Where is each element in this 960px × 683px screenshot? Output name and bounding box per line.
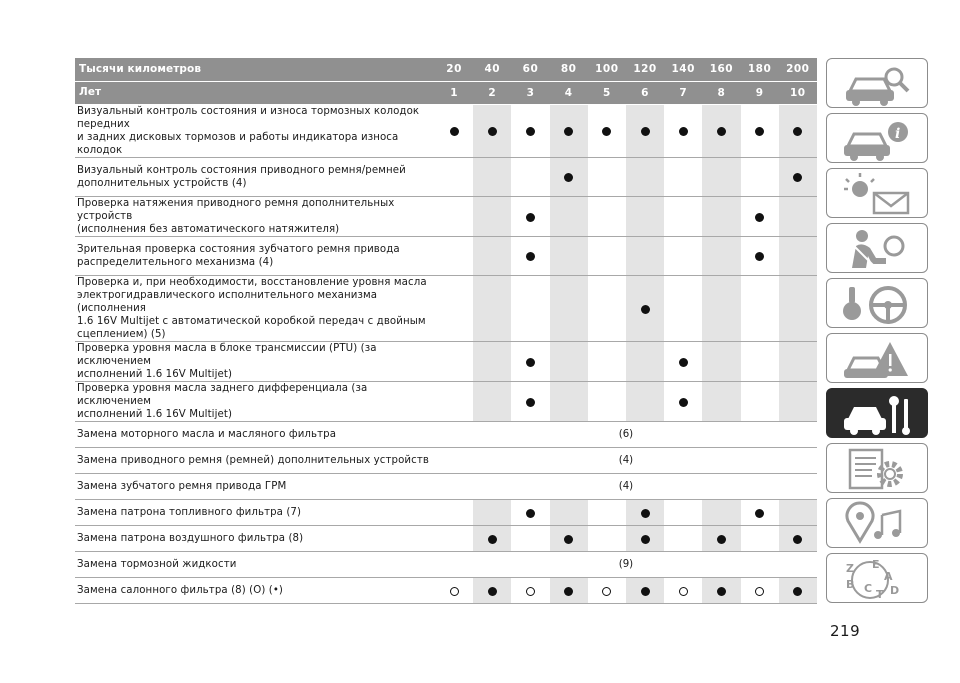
header-label: Тысячи километров [75, 58, 435, 81]
filled-circle-icon [755, 509, 764, 518]
filled-circle-icon [526, 252, 535, 261]
filled-circle-icon [793, 127, 802, 136]
header-value: 200 [779, 58, 817, 81]
interval-cell [511, 104, 549, 157]
operation-label: Проверка уровня масла заднего дифференциала (за исключением исполнений 1.6 16V Multijet) [75, 381, 435, 421]
interval-cell [473, 157, 511, 196]
chapter-tab-key-steering-wheel[interactable] [826, 278, 928, 328]
filled-circle-icon [793, 587, 802, 596]
schedule-row [75, 499, 817, 525]
filled-circle-icon [564, 127, 573, 136]
interval-cell [741, 196, 779, 236]
interval-cell [511, 381, 549, 421]
svg-text:E: E [872, 558, 880, 571]
filled-circle-icon [602, 127, 611, 136]
note-reference: (9) [435, 551, 817, 577]
interval-cell [473, 381, 511, 421]
specifications-gear-icon [827, 444, 927, 492]
interval-cell [741, 525, 779, 551]
interval-cell [626, 275, 664, 341]
note-reference: (4) [435, 473, 817, 499]
filled-circle-icon [526, 398, 535, 407]
interval-cell [702, 381, 740, 421]
header-value: 80 [550, 58, 588, 81]
interval-cell [741, 381, 779, 421]
filled-circle-icon [679, 358, 688, 367]
interval-cell [626, 577, 664, 603]
chapter-tab-alphabetical-index[interactable] [826, 553, 928, 603]
interval-cell [779, 499, 817, 525]
interval-cell [664, 275, 702, 341]
filled-circle-icon [641, 587, 650, 596]
note-reference: (6) [435, 421, 817, 447]
interval-cell [702, 577, 740, 603]
interval-cell [435, 157, 473, 196]
interval-cell [511, 157, 549, 196]
warning-light-message-icon [827, 169, 927, 217]
interval-cell [664, 196, 702, 236]
interval-cell [588, 236, 626, 275]
car-search-icon [827, 59, 927, 107]
filled-circle-icon [755, 213, 764, 222]
interval-cell [511, 499, 549, 525]
svg-text:D: D [890, 584, 900, 597]
car-emergency-icon [827, 334, 927, 382]
header-value: 1 [435, 81, 473, 104]
car-info-icon [827, 114, 927, 162]
interval-cell [511, 341, 549, 381]
filled-circle-icon [488, 587, 497, 596]
schedule-row [75, 341, 817, 381]
svg-text:A: A [884, 570, 893, 583]
filled-circle-icon [679, 398, 688, 407]
filled-circle-icon [526, 509, 535, 518]
operation-label: Замена патрона воздушного фильтра (8) [75, 525, 435, 551]
interval-cell [779, 525, 817, 551]
maintenance-schedule-table [75, 58, 817, 604]
operation-label: Замена тормозной жидкости [75, 551, 435, 577]
schedule-row [75, 236, 817, 275]
filled-circle-icon [793, 173, 802, 182]
interval-cell [779, 157, 817, 196]
filled-circle-icon [488, 127, 497, 136]
operation-label: Визуальный контроль состояния и износа тормозных колодок передних и задних дисковых тормозов и работы индикатора износа колодок [75, 104, 435, 157]
interval-cell [588, 157, 626, 196]
interval-cell [626, 525, 664, 551]
operation-label: Проверка натяжения приводного ремня дополнительных устройств (исполнения без автоматического натяжителя) [75, 196, 435, 236]
interval-cell [664, 104, 702, 157]
filled-circle-icon [564, 587, 573, 596]
filled-circle-icon [641, 535, 650, 544]
schedule-row [75, 473, 817, 499]
header-value: 20 [435, 58, 473, 81]
interval-cell [626, 157, 664, 196]
interval-cell [435, 577, 473, 603]
interval-cell [664, 577, 702, 603]
header-value: 100 [588, 58, 626, 81]
hollow-circle-icon [755, 587, 764, 596]
interval-cell [435, 341, 473, 381]
interval-cell [702, 341, 740, 381]
filled-circle-icon [488, 535, 497, 544]
header-value: 3 [511, 81, 549, 104]
schedule-row [75, 196, 817, 236]
interval-cell [626, 236, 664, 275]
airbag-seatbelt-icon [827, 224, 927, 272]
filled-circle-icon [450, 127, 459, 136]
interval-cell [626, 196, 664, 236]
operation-label: Замена салонного фильтра (8) (O) (•) [75, 577, 435, 603]
filled-circle-icon [641, 127, 650, 136]
interval-cell [588, 104, 626, 157]
header-value: 60 [511, 58, 549, 81]
interval-cell [741, 577, 779, 603]
interval-cell [664, 157, 702, 196]
operation-label: Замена приводного ремня (ремней) дополнительных устройств [75, 447, 435, 473]
interval-cell [779, 381, 817, 421]
interval-cell [779, 236, 817, 275]
header-value: 120 [626, 58, 664, 81]
interval-cell [588, 341, 626, 381]
interval-cell [473, 525, 511, 551]
interval-cell [550, 104, 588, 157]
interval-cell [741, 104, 779, 157]
chapter-tab-car-emergency[interactable] [826, 333, 928, 383]
interval-cell [550, 275, 588, 341]
interval-cell [511, 196, 549, 236]
interval-cell [435, 104, 473, 157]
interval-cell [779, 577, 817, 603]
schedule-row [75, 381, 817, 421]
note-reference: (4) [435, 447, 817, 473]
operation-label: Замена зубчатого ремня привода ГРМ [75, 473, 435, 499]
operation-label: Проверка уровня масла в блоке трансмиссии (PTU) (за исключением исполнений 1.6 16V Multijet) [75, 341, 435, 381]
interval-cell [702, 525, 740, 551]
filled-circle-icon [755, 127, 764, 136]
interval-cell [473, 236, 511, 275]
filled-circle-icon [679, 127, 688, 136]
interval-cell [473, 104, 511, 157]
header-row-kilometers [75, 58, 817, 81]
interval-cell [664, 341, 702, 381]
interval-cell [741, 236, 779, 275]
interval-cell [473, 577, 511, 603]
svg-text:C: C [864, 582, 873, 595]
interval-cell [779, 275, 817, 341]
interval-cell [435, 275, 473, 341]
chapter-tab-airbag-seatbelt[interactable] [826, 223, 928, 273]
multimedia-navigation-icon [827, 499, 927, 547]
interval-cell [702, 236, 740, 275]
page-number: 219 [830, 622, 861, 640]
header-value: 6 [626, 81, 664, 104]
key-steering-wheel-icon [827, 279, 927, 327]
interval-cell [741, 499, 779, 525]
interval-cell [588, 525, 626, 551]
hollow-circle-icon [602, 587, 611, 596]
interval-cell [435, 499, 473, 525]
interval-cell [588, 577, 626, 603]
interval-cell [702, 196, 740, 236]
hollow-circle-icon [450, 587, 459, 596]
header-value: 180 [741, 58, 779, 81]
filled-circle-icon [526, 127, 535, 136]
header-value: 8 [702, 81, 740, 104]
interval-cell [702, 104, 740, 157]
interval-cell [550, 525, 588, 551]
filled-circle-icon [564, 535, 573, 544]
interval-cell [779, 341, 817, 381]
interval-cell [779, 196, 817, 236]
interval-cell [588, 275, 626, 341]
interval-cell [664, 525, 702, 551]
header-value: 9 [741, 81, 779, 104]
svg-text:Z: Z [846, 562, 854, 575]
header-value: 140 [664, 58, 702, 81]
header-value: 2 [473, 81, 511, 104]
interval-cell [550, 341, 588, 381]
header-value: 5 [588, 81, 626, 104]
interval-cell [435, 236, 473, 275]
interval-cell [473, 341, 511, 381]
filled-circle-icon [641, 305, 650, 314]
svg-text:i: i [895, 126, 901, 142]
operation-label: Замена моторного масла и масляного фильтра [75, 421, 435, 447]
header-value: 10 [779, 81, 817, 104]
interval-cell [664, 381, 702, 421]
chapter-tab-car-search[interactable] [826, 58, 928, 108]
interval-cell [626, 341, 664, 381]
operation-label: Зрительная проверка состояния зубчатого ремня привода распределительного механизма (4) [75, 236, 435, 275]
filled-circle-icon [717, 587, 726, 596]
interval-cell [779, 104, 817, 157]
interval-cell [550, 577, 588, 603]
interval-cell [435, 381, 473, 421]
interval-cell [473, 499, 511, 525]
svg-text:T: T [876, 588, 884, 601]
chapter-tab-car-service-wrench[interactable] [826, 388, 928, 438]
filled-circle-icon [717, 535, 726, 544]
schedule-row [75, 577, 817, 603]
schedule-row [75, 157, 817, 196]
operation-label: Проверка и, при необходимости, восстановление уровня масла электрогидравлического исполнительного механизма (исполнения 1.6 16V Multijet с автоматической коробкой передач с двойным сцеплением) (5) [75, 275, 435, 341]
filled-circle-icon [793, 535, 802, 544]
chapter-tab-car-info[interactable] [826, 113, 928, 163]
interval-cell [550, 157, 588, 196]
interval-cell [511, 525, 549, 551]
filled-circle-icon [717, 127, 726, 136]
interval-cell [550, 381, 588, 421]
interval-cell [664, 499, 702, 525]
operation-label: Визуальный контроль состояния приводного ремня/ремней дополнительных устройств (4) [75, 157, 435, 196]
filled-circle-icon [526, 213, 535, 222]
interval-cell [702, 499, 740, 525]
interval-cell [511, 275, 549, 341]
schedule-row [75, 447, 817, 473]
operation-label: Замена патрона топливного фильтра (7) [75, 499, 435, 525]
header-value: 7 [664, 81, 702, 104]
interval-cell [588, 499, 626, 525]
header-row-years [75, 81, 817, 104]
schedule-row [75, 525, 817, 551]
hollow-circle-icon [526, 587, 535, 596]
chapter-tab-multimedia-navigation[interactable] [826, 498, 928, 548]
header-value: 160 [702, 58, 740, 81]
interval-cell [550, 236, 588, 275]
interval-cell [435, 525, 473, 551]
interval-cell [435, 196, 473, 236]
interval-cell [588, 381, 626, 421]
interval-cell [741, 341, 779, 381]
header-value: 40 [473, 58, 511, 81]
interval-cell [702, 157, 740, 196]
interval-cell [550, 499, 588, 525]
filled-circle-icon [755, 252, 764, 261]
svg-text:B: B [846, 578, 855, 591]
schedule-row [75, 275, 817, 341]
header-value: 4 [550, 81, 588, 104]
interval-cell [588, 196, 626, 236]
interval-cell [702, 275, 740, 341]
interval-cell [473, 196, 511, 236]
interval-cell [626, 381, 664, 421]
car-service-wrench-icon [827, 389, 927, 437]
interval-cell [741, 157, 779, 196]
filled-circle-icon [641, 509, 650, 518]
interval-cell [511, 236, 549, 275]
interval-cell [550, 196, 588, 236]
interval-cell [626, 104, 664, 157]
interval-cell [473, 275, 511, 341]
interval-cell [664, 236, 702, 275]
alphabetical-index-icon [827, 554, 927, 602]
chapter-tab-specifications-gear[interactable] [826, 443, 928, 493]
filled-circle-icon [564, 173, 573, 182]
schedule-row [75, 421, 817, 447]
interval-cell [511, 577, 549, 603]
chapter-tab-warning-light-message[interactable] [826, 168, 928, 218]
hollow-circle-icon [679, 587, 688, 596]
header-label: Лет [75, 81, 435, 104]
interval-cell [741, 275, 779, 341]
filled-circle-icon [526, 358, 535, 367]
schedule-row [75, 551, 817, 577]
interval-cell [626, 499, 664, 525]
schedule-row [75, 104, 817, 157]
